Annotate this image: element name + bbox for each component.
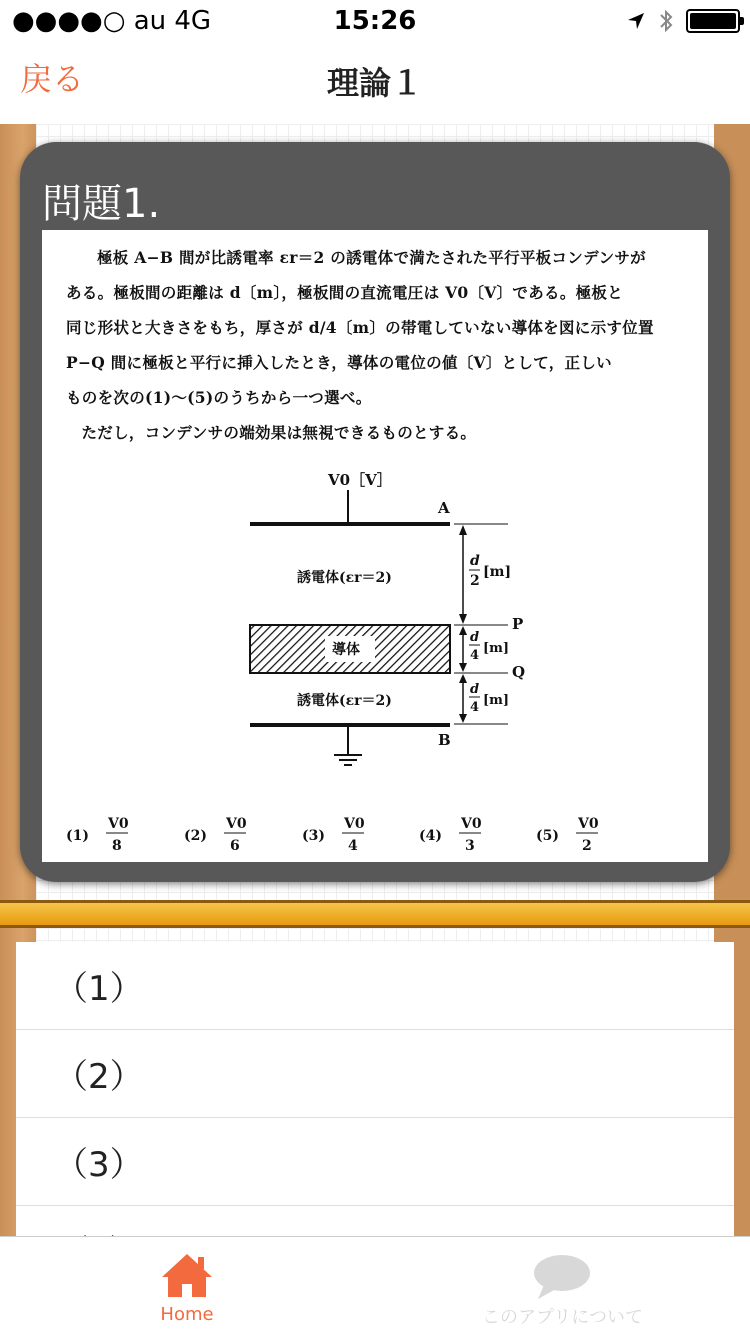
- answer-option-3[interactable]: （3）: [16, 1118, 734, 1206]
- question-line: ある。極板間の距離は d〔m〕，極板間の直流電圧は V0〔V〕である。極板と: [66, 283, 624, 302]
- page-title: 理論１: [326, 64, 423, 102]
- svg-text:(4): (4): [419, 828, 442, 844]
- question-line: P−Q 間に極板と平行に挿入したとき，導体の電位の値〔V〕として，正しい: [66, 353, 612, 372]
- voltage-label: V0［V］: [328, 471, 392, 489]
- svg-text:(1): (1): [66, 828, 89, 844]
- speech-bubble-icon: [532, 1253, 592, 1301]
- question-line: ものを次の(1)〜(5)のうちから一つ選べ。: [66, 388, 372, 407]
- dielectric-lower-label: 誘電体(εr＝2): [297, 693, 392, 709]
- choice-5: [536, 816, 599, 854]
- dielectric-upper-label: 誘電体(εr＝2): [297, 570, 392, 586]
- carrier-signal: ●●●●○ au 4G: [12, 6, 212, 36]
- orange-divider-bar: [0, 900, 750, 928]
- dim-bot-numerator: d: [470, 682, 480, 697]
- svg-text:(3): (3): [302, 828, 325, 844]
- bluetooth-icon: [658, 8, 674, 34]
- choice-2: [184, 816, 247, 854]
- question-image-area: [42, 230, 708, 862]
- svg-text:2: 2: [582, 838, 592, 854]
- question-line: 同じ形状と大きさをもち，厚さが d/4〔m〕の帯電していない導体を図に示す位置: [66, 318, 654, 337]
- choice-3: [302, 816, 365, 854]
- dim-bot-unit: [m]: [483, 693, 510, 708]
- svg-text:4: 4: [348, 838, 358, 854]
- dim-top-unit: [m]: [483, 564, 512, 580]
- svg-text:(5): (5): [536, 828, 559, 844]
- home-icon: [160, 1251, 214, 1299]
- svg-text:8: 8: [112, 838, 122, 854]
- label-a: A: [438, 499, 450, 517]
- svg-text:V0: V0: [578, 816, 599, 832]
- tab-about-label: このアプリについて: [482, 1307, 643, 1328]
- svg-text:V0: V0: [226, 816, 247, 832]
- dim-bot-denominator: 4: [470, 700, 480, 715]
- question-line: ただし，コンデンサの端効果は無視できるものとする。: [81, 423, 477, 442]
- dim-mid-unit: [m]: [483, 641, 510, 656]
- tab-bar: [0, 1236, 750, 1335]
- svg-text:V0: V0: [108, 816, 129, 832]
- question-card: [20, 142, 730, 882]
- tab-home-label: Home: [160, 1304, 214, 1325]
- location-arrow-icon: [626, 11, 646, 31]
- svg-text:(2): (2): [184, 828, 207, 844]
- svg-text:V0: V0: [461, 816, 482, 832]
- label-b: B: [438, 731, 451, 749]
- dim-mid-denominator: 4: [470, 648, 480, 663]
- status-bar: [0, 0, 750, 40]
- svg-text:6: 6: [230, 838, 240, 854]
- svg-text:V0: V0: [344, 816, 365, 832]
- question-heading: 問題1.: [42, 181, 161, 227]
- choice-1: [66, 816, 129, 854]
- plate-a: [250, 522, 450, 526]
- capacitor-diagram: [42, 455, 708, 775]
- tab-home[interactable]: [87, 1237, 287, 1335]
- answer-option-2[interactable]: （2）: [16, 1030, 734, 1118]
- answer-choices-printed: [62, 810, 702, 860]
- dim-top-numerator: d: [470, 553, 480, 569]
- label-q: Q: [512, 663, 526, 681]
- dim-top-denominator: 2: [470, 573, 480, 589]
- status-indicators: [626, 8, 740, 34]
- tab-about[interactable]: [450, 1237, 675, 1335]
- choice-4: [419, 816, 482, 854]
- back-button[interactable]: 戻る: [20, 60, 85, 98]
- dim-mid-numerator: d: [470, 630, 480, 645]
- question-text: [66, 240, 706, 450]
- conductor-label: 導体: [332, 642, 360, 658]
- navigation-bar: [0, 40, 750, 125]
- status-time: 15:26: [333, 6, 417, 36]
- battery-icon: [686, 9, 740, 33]
- question-line: 極板 A−B 間が比誘電率 εr＝2 の誘電体で満たされた平行平板コンデンサが: [97, 248, 646, 267]
- plate-b: [250, 723, 450, 727]
- answer-option-1[interactable]: （1）: [16, 942, 734, 1030]
- label-p: P: [512, 615, 524, 633]
- svg-text:3: 3: [465, 838, 475, 854]
